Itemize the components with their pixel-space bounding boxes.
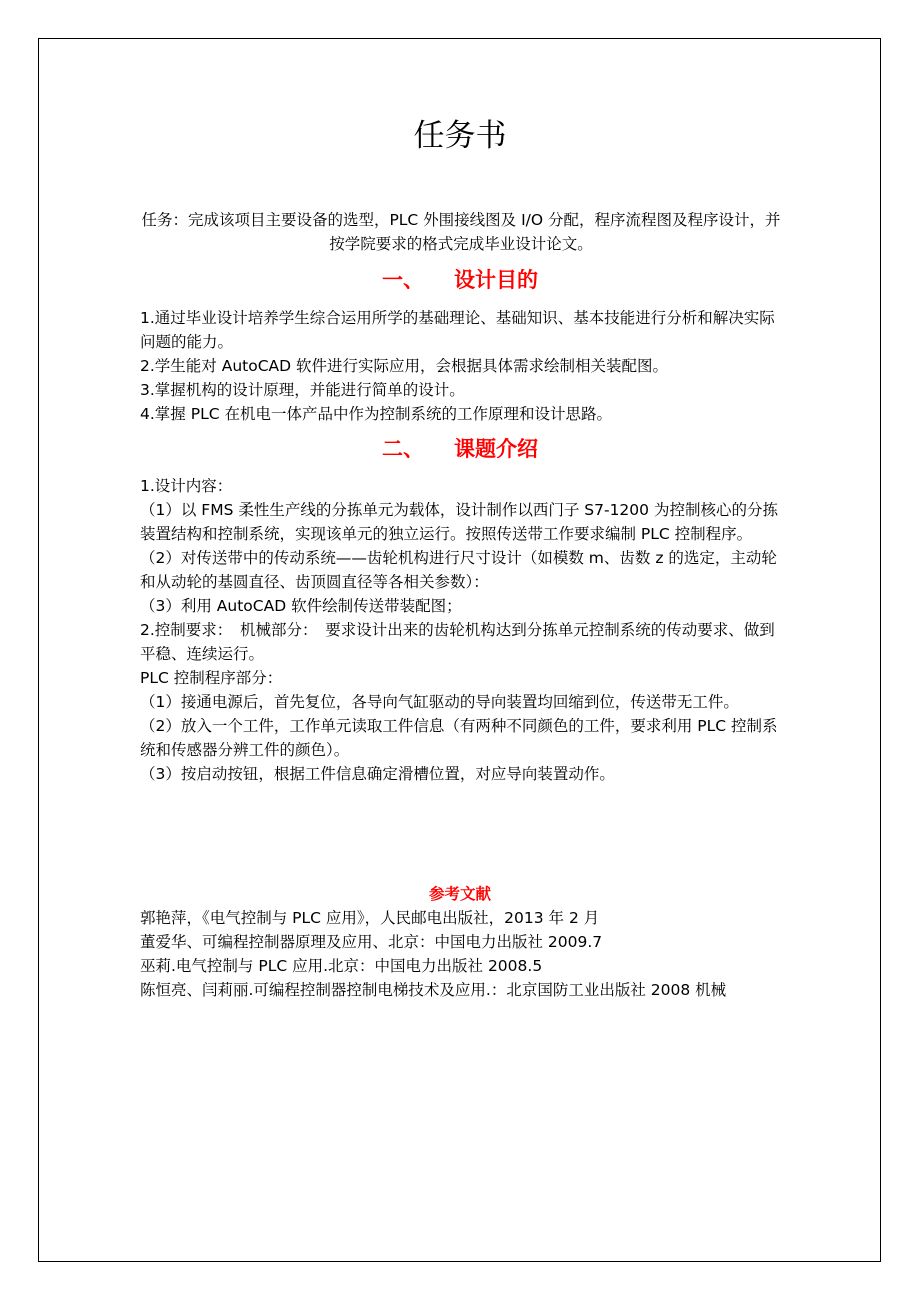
reference-item: 陈恒亮、闫莉丽.可编程控制器控制电梯技术及应用.：北京国防工业出版社 2008 机械 — [140, 981, 727, 999]
list-item: （1）接通电源后，首先复位，各导向气缸驱动的导向装置均回缩到位，传送带无工件。 — [140, 693, 739, 711]
list-item: （2）对传送带中的传动系统——齿轮机构进行尺寸设计（如模数 m、齿数 z 的选定，主动轮和从动轮的基圆直径、齿顶圆直径等各相关参数）： — [140, 549, 777, 591]
document-title: 任务书 — [413, 118, 507, 154]
section-number: 二、 — [382, 437, 424, 461]
section-number: 一、 — [382, 268, 424, 292]
list-item: 1.通过毕业设计培养学生综合运用所学的基础理论、基础知识、基本技能进行分析和解决实际问题的能力。 — [140, 309, 775, 351]
topic-intro-list — [140, 474, 786, 786]
task-statement: 任务：完成该项目主要设备的选型，PLC 外围接线图及 I/O 分配，程序流程图及程序设计，并按学院要求的格式完成毕业设计论文。 — [141, 211, 781, 253]
list-item: 1.设计内容： — [140, 477, 233, 495]
list-item: 4.掌握 PLC 在机电一体产品中作为控制系统的工作原理和设计思路。 — [140, 405, 612, 423]
list-item: 2.学生能对 AutoCAD 软件进行实际应用，会根据具体需求绘制相关装配图。 — [140, 357, 668, 375]
section-heading-topic-intro — [0, 434, 920, 464]
section-title: 课题介绍 — [454, 437, 538, 461]
reference-item: 董爱华、可编程控制器原理及应用、北京：中国电力出版社 2009.7 — [140, 933, 603, 951]
section-heading-design-goal — [0, 265, 920, 295]
references-list — [140, 906, 786, 1002]
reference-item: 郭艳萍，《电气控制与 PLC 应用》，人民邮电出版社，2013 年 2 月 — [140, 909, 600, 927]
list-item: （2）放入一个工件，工作单元读取工件信息（有两种不同颜色的工件，要求利用 PLC 控制系统和传感器分辨工件的颜色）。 — [140, 717, 778, 759]
list-item: 2.控制要求： 机械部分： 要求设计出来的齿轮机构达到分拣单元控制系统的传动要求、做到平稳、连续运行。 — [140, 621, 775, 663]
list-item: 3.掌握机构的设计原理，并能进行简单的设计。 — [140, 381, 465, 399]
list-item: （3）按启动按钮，根据工件信息确定滑槽位置，对应导向装置动作。 — [140, 765, 615, 783]
design-goal-list — [140, 306, 786, 426]
reference-item: 巫莉.电气控制与 PLC 应用.北京：中国电力出版社 2008.5 — [140, 957, 543, 975]
list-item: （3）利用 AutoCAD 软件绘制传送带装配图； — [140, 597, 462, 615]
list-item: （1）以 FMS 柔性生产线的分拣单元为载体，设计制作以西门子 S7-1200 为控制核心的分拣装置结构和控制系统，实现该单元的独立运行。按照传送带工作要求编制 PLC 控制程序。 — [140, 501, 778, 543]
list-item: PLC 控制程序部分： — [140, 669, 283, 687]
section-title: 设计目的 — [454, 268, 538, 292]
references-title: 参考文献 — [428, 885, 491, 903]
